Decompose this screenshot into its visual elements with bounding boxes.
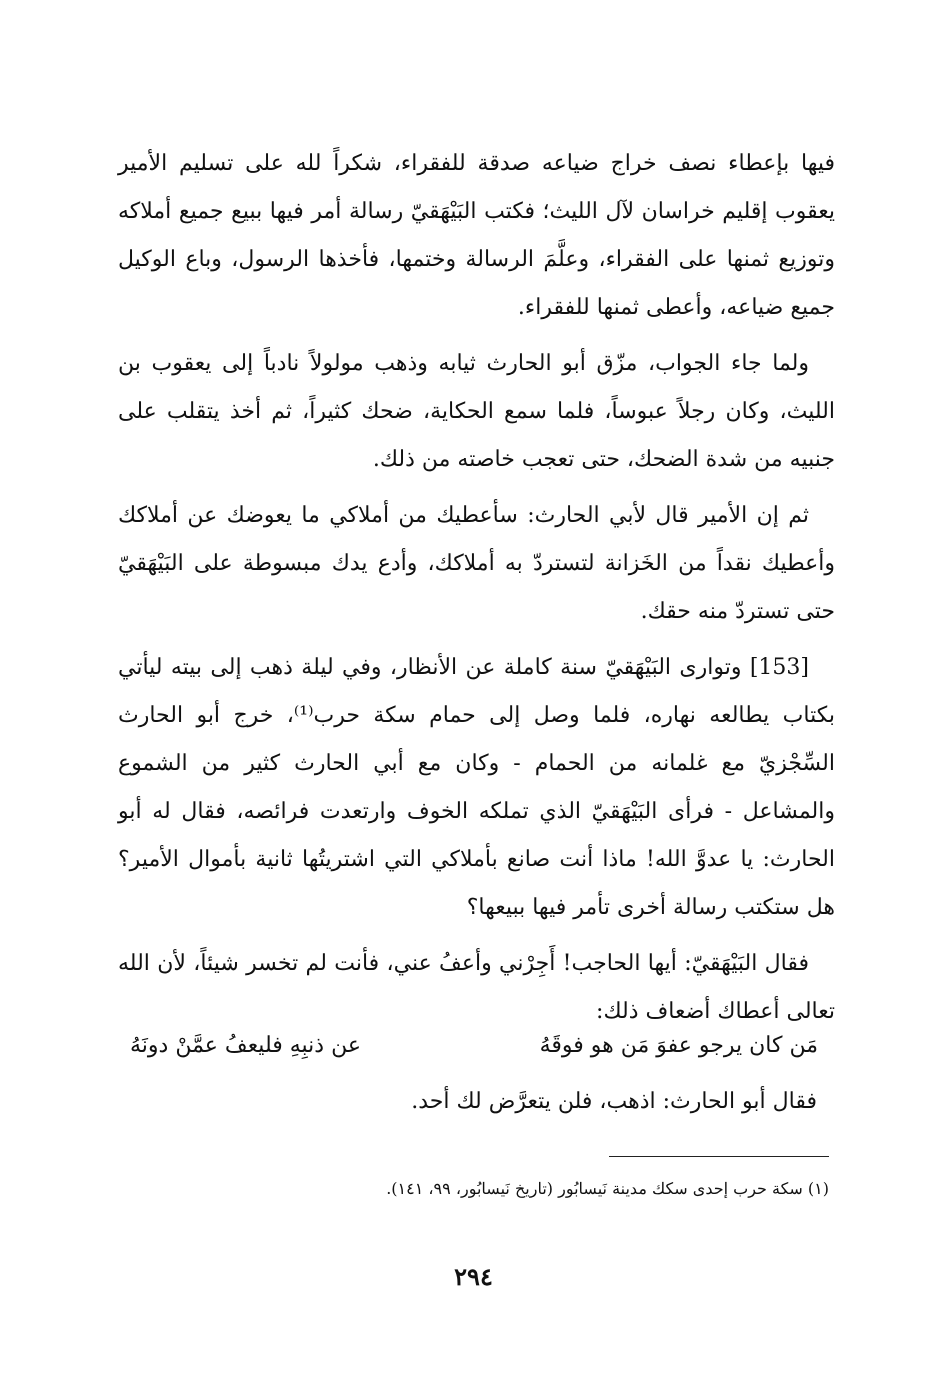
paragraph-1: فيها بإعطاء نصف خراج ضياعه صدقة للفقراء، شكراً لله على تسليم الأمير يعقوب إقليم خراسان لآل الليث؛ فكتب البَيْهَقيّ رسالة أمر فيها ببيع جميع أملاكه وتوزيع ثمنها على الفقراء، وعلَّمَ الرسالة وختمها، فأخذها الرسول، وباع الوكيل جميع ضياعه، وأعطى ثمنها للفقراء. bbox=[118, 151, 835, 320]
page-number: ٢٩٤ bbox=[454, 1262, 493, 1291]
poetry-verse bbox=[118, 1022, 818, 1070]
paragraph-4-text: وتوارى البَيْهَقيّ سنة كاملة عن الأنظار، وفي ليلة ذهب إلى بيته ليأتي بكتاب يطالعه نهاره، فلما وصل إلى حمام سكة حرب⁽¹⁾، خرج أبو الحارث السِّجْزيّ مع غلمانه من الحمام - وكان مع أبي الحارث كثير من الشموع والمشاعل - فرأى البَيْهَقيّ الذي تملكه الخوف وارتعدت فرائصه، فقال له أبو الحارث: يا عدوَّ الله! ماذا أنت صانع بأملاكي التي اشتريتُها ثانية بأموال الأمير؟ هل ستكتب رسالة أخرى تأمر فيها ببيعها؟ bbox=[118, 655, 835, 920]
paragraph-2: ولما جاء الجواب، مزّق أبو الحارث ثيابه وذهب مولولاً نادباً إلى يعقوب بن الليث، وكان رجلاً عبوساً، فلما سمع الحكاية، ضحك كثيراً، ثم أخذ يتقلب على جنبيه من شدة الضحك، حتى تعجب خاصته من ذلك. bbox=[118, 351, 835, 472]
body-text bbox=[118, 140, 835, 1044]
closing-line: فقال أبو الحارث: اذهب، فلن يتعرَّض لك أحد. bbox=[411, 1089, 817, 1114]
footnote: (١) سكة حرب إحدى سكك مدينة نَيسابُور (تاريخ نَيسابُور، ٩٩، ١٤١). bbox=[386, 1179, 829, 1198]
paragraph-number: [153] bbox=[749, 655, 809, 680]
paragraph-4 bbox=[118, 644, 835, 932]
paragraph-3: ثم إن الأمير قال لأبي الحارث: سأعطيك من أملاكي ما يعوضك عن أملاكك وأعطيك نقداً من الخَزانة لتستردّ به أملاكك، وأدع يدك مبسوطة على البَيْهَقيّ حتى تستردّ منه حقك. bbox=[118, 503, 835, 624]
verse-first-hemistich: مَن كان يرجو عفوَ مَن هو فوقَهُ bbox=[539, 1033, 818, 1058]
footnote-divider bbox=[609, 1156, 829, 1157]
verse-second-hemistich: عن ذنبِهِ فليعفُ عمَّنْ دونَهُ bbox=[130, 1033, 361, 1058]
paragraph-5: فقال البَيْهَقيّ: أيها الحاجب! أَجِرْني وأعفُ عني، فأنت لم تخسر شيئاً، لأن الله تعالى أعطاك أضعاف ذلك: bbox=[118, 951, 835, 1024]
